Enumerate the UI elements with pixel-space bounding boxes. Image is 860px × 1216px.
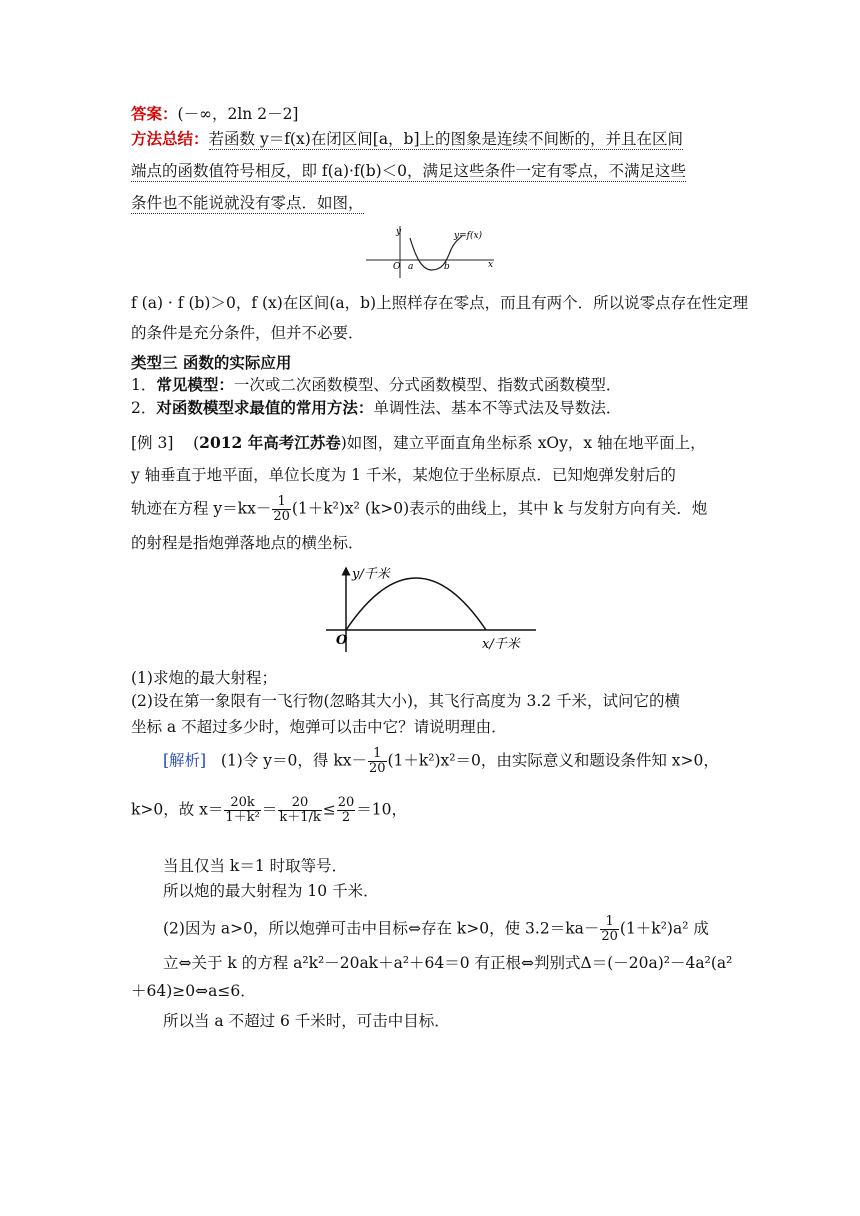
method-line-3 — [131, 192, 364, 214]
method-text-2: 端点的函数值符号相反，即 f(a)·f(b)＜0，满足这些条件一定有零点，不满足这些 — [131, 162, 687, 180]
solution-line-5-pre: (2)因为 a>0，所以炮弹可击中目标⇔存在 k>0，使 3.2＝ka－ — [163, 919, 600, 938]
example-line-2: y 轴垂直于地平面，单位长度为 1 千米，某炮位于坐标原点．已知炮弹发射后的 — [131, 466, 676, 484]
example-fraction-num: 1 — [272, 495, 291, 510]
solution-line-3: 当且仅当 k＝1 时取等号． — [163, 857, 348, 875]
solution-line-1-pre: (1)令 y＝0，得 kx－ — [220, 751, 367, 770]
solution-line-1-post: (1＋k²)x²＝0，由实际意义和题设条件知 x>0， — [387, 751, 719, 770]
figure2-x-label: x/千米 — [482, 637, 520, 652]
figure1-curve-label: y=f(x) — [454, 231, 483, 241]
answer-label: 答案： — [131, 104, 178, 123]
example-source-close: )如图，建立平面直角坐标系 xOy，x 轴在地平面上， — [340, 434, 706, 452]
solution-line-5 — [163, 915, 709, 944]
example-line-4: 的射程是指炮弹落地点的横坐标． — [131, 534, 364, 552]
figure1-y-label: y — [396, 227, 402, 237]
item1-label: 常见模型： — [156, 375, 234, 394]
item2-label: 对函数模型求最值的常用方法： — [156, 398, 374, 417]
note-line-2 — [131, 322, 364, 344]
section-item-1 — [131, 374, 621, 396]
zero-point-figure — [364, 222, 498, 280]
method-label: 方法总结： — [131, 129, 209, 148]
solution-fraction-5 — [600, 915, 619, 944]
solution-fraction-1-num: 1 — [368, 747, 387, 762]
trajectory-curve — [346, 578, 486, 630]
question-1: (1)求炮的最大射程； — [131, 669, 277, 687]
figure1-a-label: a — [408, 262, 414, 272]
solution-line-2-pre: k>0，故 x＝ — [131, 800, 224, 819]
solution-fraction-1 — [368, 747, 387, 776]
solution-line-2-post: ＝10， — [356, 800, 407, 819]
method-text-3: 条件也不能说就没有零点．如图， — [131, 194, 364, 212]
example-source-open: ( — [193, 434, 200, 452]
figure2-origin: O — [336, 633, 348, 648]
question-2-line-1: (2)设在第一象限有一飞行物(忽略其大小)，其飞行高度为 3.2 千米，试问它的横 — [131, 692, 681, 710]
solution-fraction-5-den: 20 — [601, 929, 618, 944]
solution-fraction-1-den: 20 — [368, 761, 386, 776]
note-line-1 — [131, 292, 748, 314]
solution-line-1 — [163, 747, 719, 776]
solution-line-2 — [131, 796, 407, 825]
note-text-2: 的条件是充分条件，但并不必要． — [131, 324, 364, 342]
section-item-2 — [131, 397, 621, 419]
solution-fraction-4-num: 20 — [337, 795, 355, 810]
solution-le: ≤ — [322, 800, 336, 819]
item2-text: 单调性法、基本不等式法及导数法． — [373, 399, 622, 417]
note-text-1: f (a) · f (b)＞0，f (x)在区间(a，b)上照样存在零点，而且有两个．所以说零点存在性定理 — [131, 294, 749, 312]
method-text-1: 若函数 y＝f(x)在闭区间[a，b]上的图象是连续不间断的，并且在区间 — [208, 130, 684, 148]
figure1-b-label: b — [444, 262, 450, 272]
solution-eq: ＝ — [261, 800, 278, 819]
method-line-2 — [131, 160, 686, 182]
solution-line-8: 所以当 a 不超过 6 千米时，可击中目标． — [163, 1012, 450, 1030]
figure1-x-label: x — [488, 260, 494, 270]
solution-fraction-5-num: 1 — [600, 915, 619, 930]
item2-number: 2． — [131, 399, 157, 417]
example-line-3-post: (1＋k²)x² (k>0)表示的曲线上，其中 k 与发射方向有关．炮 — [291, 499, 708, 518]
figure1-origin: O — [393, 262, 401, 272]
solution-fraction-4-den: 2 — [341, 810, 351, 825]
example-line-3 — [131, 495, 707, 524]
solution-fraction-3-num: 20 — [278, 796, 321, 811]
answer-value: (－∞，2ln 2－2] — [177, 105, 299, 123]
solution-fraction-2-num: 20k — [224, 796, 260, 811]
item1-number: 1． — [131, 376, 157, 394]
example-source: 2012 年高考江苏卷 — [199, 433, 341, 452]
solution-fraction-3-den: k＋1/k — [279, 810, 321, 825]
solution-fraction-3 — [278, 796, 321, 825]
solution-line-4: 所以炮的最大射程为 10 千米． — [163, 882, 379, 900]
solution-fraction-4 — [337, 796, 356, 825]
section-title: 类型三 函数的实际应用 — [131, 353, 292, 372]
item1-text: 一次或二次函数模型、分式函数模型、指数式函数模型． — [233, 376, 622, 394]
solution-tag: [解析] — [163, 751, 207, 770]
example-line-3-pre: 轨迹在方程 y＝kx－ — [131, 499, 272, 518]
example-fraction-den: 20 — [273, 509, 290, 524]
example-tag: [例 3] — [131, 434, 174, 452]
example-fraction — [272, 495, 291, 524]
answer-line — [131, 103, 298, 125]
solution-fraction-2 — [224, 796, 260, 825]
question-2-line-2: 坐标 a 不超过多少时，炮弹可以击中它？请说明理由． — [131, 718, 507, 736]
trajectory-figure — [318, 560, 546, 660]
method-line-1 — [131, 128, 683, 150]
figure2-y-label: y/千米 — [352, 567, 390, 582]
solution-fraction-2-den: 1＋k² — [225, 810, 260, 825]
solution-line-5-post: (1＋k²)a² 成 — [619, 919, 709, 938]
example-line-1 — [131, 432, 706, 454]
solution-line-6: 立⇔关于 k 的方程 a²k²－20ak＋a²＋64＝0 有正根⇔判别式Δ＝(－20a)²－4a²(a² — [163, 954, 733, 972]
figure1-curve — [410, 236, 462, 270]
solution-line-7: ＋64)≥0⇔a≤6． — [131, 982, 256, 1000]
